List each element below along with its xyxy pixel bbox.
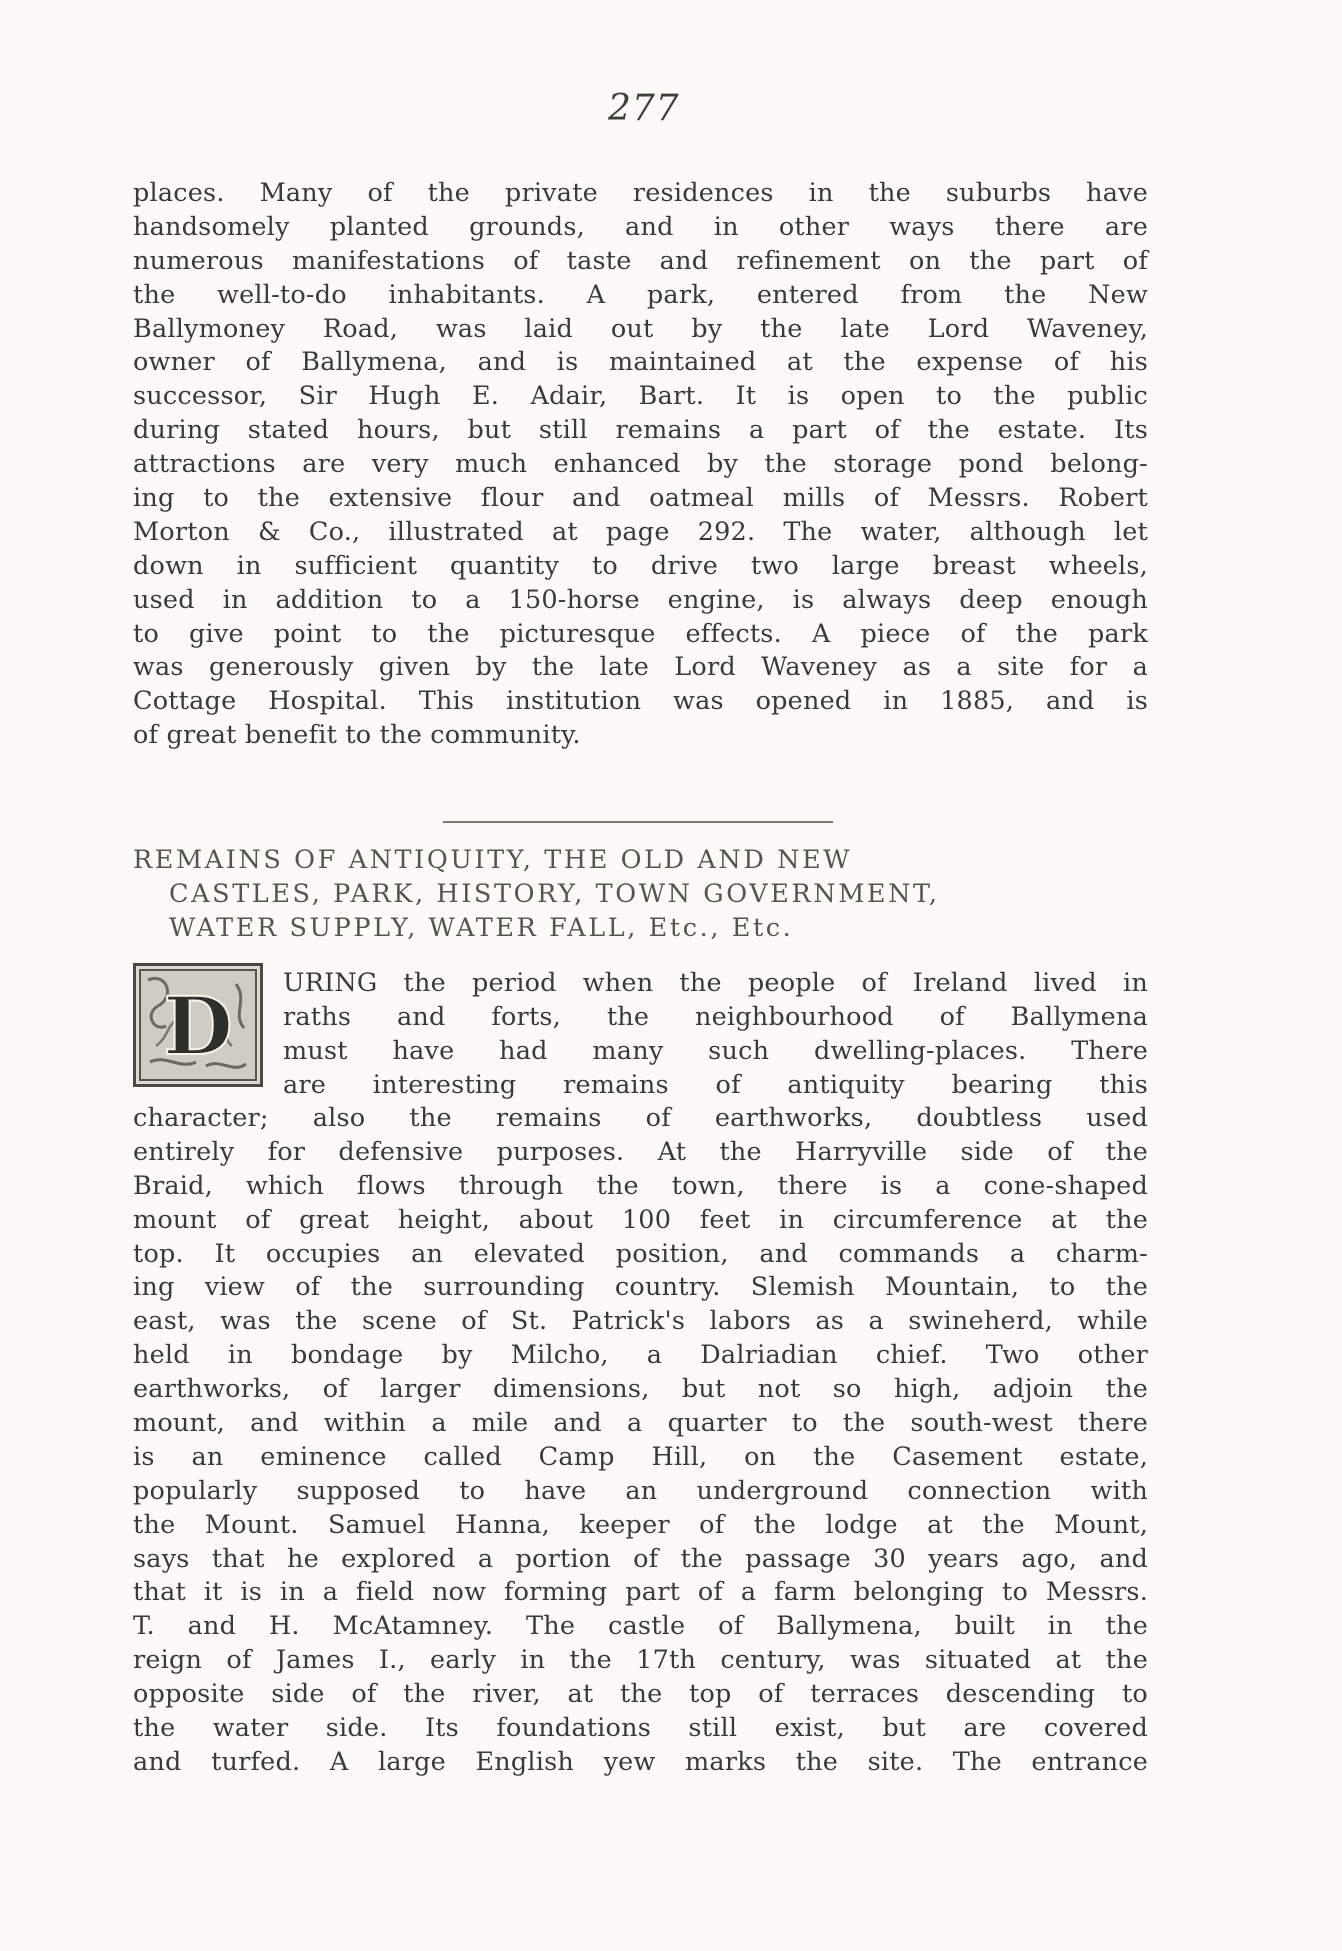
text-line: the Mount. Samuel Hanna, keeper of the lodge at the Mount, xyxy=(133,1509,1148,1540)
text-line: Cottage Hospital. This institution was opened in 1885, and is xyxy=(133,686,1148,717)
drop-cap-letter: D xyxy=(163,979,233,1073)
text-line: are interesting remains of antiquity bearing this xyxy=(283,1069,1148,1100)
text-line: is an eminence called Camp Hill, on the Casement estate, xyxy=(133,1441,1148,1472)
text-line: character; also the remains of earthworks, doubtless used xyxy=(133,1103,1148,1133)
text-line: Ballymoney Road, was laid out by the late Lord Waveney, xyxy=(133,313,1148,344)
text-line: popularly supposed to have an underground connection with xyxy=(133,1475,1148,1506)
text-line: top. It occupies an elevated position, and commands a charm- xyxy=(133,1238,1148,1269)
text-line: and turfed. A large English yew marks the site. The entrance xyxy=(133,1746,1148,1777)
paragraph-section-body xyxy=(133,1102,1148,1780)
text-line: the well-to-do inhabitants. A park, entered from the New xyxy=(133,279,1148,310)
text-line: of great benefit to the community. xyxy=(133,720,581,751)
drop-cap-ornament-icon xyxy=(136,966,260,1084)
paragraph-section-opening xyxy=(283,967,1148,1103)
text-line: earthworks, of larger dimensions, but not so high, adjoin the xyxy=(133,1374,1148,1405)
heading-line: CASTLES, PARK, HISTORY, TOWN GOVERNMENT, xyxy=(169,879,940,909)
heading-line: WATER SUPPLY, WATER FALL, Etc., Etc. xyxy=(169,913,794,943)
text-line: raths and forts, the neighbourhood of Ballymena xyxy=(283,1001,1148,1032)
text-line: must have had many such dwelling-places. There xyxy=(283,1035,1148,1066)
section-divider xyxy=(443,821,833,823)
text-line: successor, Sir Hugh E. Adair, Bart. It is open to the public xyxy=(133,381,1148,412)
text-line: attractions are very much enhanced by the storage pond belong- xyxy=(133,449,1148,480)
text-line: owner of Ballymena, and is maintained at the expense of his xyxy=(133,347,1148,378)
text-line: down in sufficient quantity to drive two large breast wheels, xyxy=(133,550,1148,581)
text-line: reign of James I., early in the 17th century, was situated at the xyxy=(133,1645,1148,1676)
text-line: T. and H. McAtamney. The castle of Ballymena, built in the xyxy=(133,1611,1148,1642)
text-line: opposite side of the river, at the top of terraces descending to xyxy=(133,1679,1148,1710)
page-number: 277 xyxy=(608,88,680,129)
text-line: that it is in a field now forming part of a farm belonging to Messrs. xyxy=(133,1577,1148,1608)
text-line: ing view of the surrounding country. Slemish Mountain, to the xyxy=(133,1272,1148,1303)
text-line: held in bondage by Milcho, a Dalriadian chief. Two other xyxy=(133,1340,1148,1371)
text-line: ing to the extensive flour and oatmeal mills of Messrs. Robert xyxy=(133,483,1148,514)
text-line: places. Many of the private residences in the suburbs have xyxy=(133,178,1148,208)
text-line: mount, and within a mile and a quarter to the south-west there xyxy=(133,1408,1148,1439)
text-line: handsomely planted grounds, and in other ways there are xyxy=(133,211,1148,242)
text-line: entirely for defensive purposes. At the Harryville side of the xyxy=(133,1136,1148,1167)
text-line: says that he explored a portion of the passage 30 years ago, and xyxy=(133,1543,1148,1574)
section-heading xyxy=(133,843,1148,945)
text-line: east, was the scene of St. Patrick's labors as a swineherd, while xyxy=(133,1306,1148,1337)
heading-line: REMAINS OF ANTIQUITY, THE OLD AND NEW xyxy=(133,845,853,875)
text-line: used in addition to a 150-horse engine, is always deep enough xyxy=(133,584,1148,615)
text-line: mount of great height, about 100 feet in circumference at the xyxy=(133,1204,1148,1235)
text-line: URING the period when the people of Ireland lived in xyxy=(283,968,1148,998)
text-line: was generously given by the late Lord Waveney as a site for a xyxy=(133,652,1148,683)
text-line: Morton & Co., illustrated at page 292. The water, although let xyxy=(133,516,1148,547)
text-line: numerous manifestations of taste and refinement on the part of xyxy=(133,245,1148,276)
drop-cap-initial xyxy=(133,963,263,1087)
text-line: the water side. Its foundations still exist, but are covered xyxy=(133,1713,1148,1744)
text-line: Braid, which flows through the town, there is a cone-shaped xyxy=(133,1170,1148,1201)
paragraph-top xyxy=(133,177,1148,753)
text-line: during stated hours, but still remains a part of the estate. Its xyxy=(133,415,1148,446)
text-line: to give point to the picturesque effects. A piece of the park xyxy=(133,618,1148,649)
